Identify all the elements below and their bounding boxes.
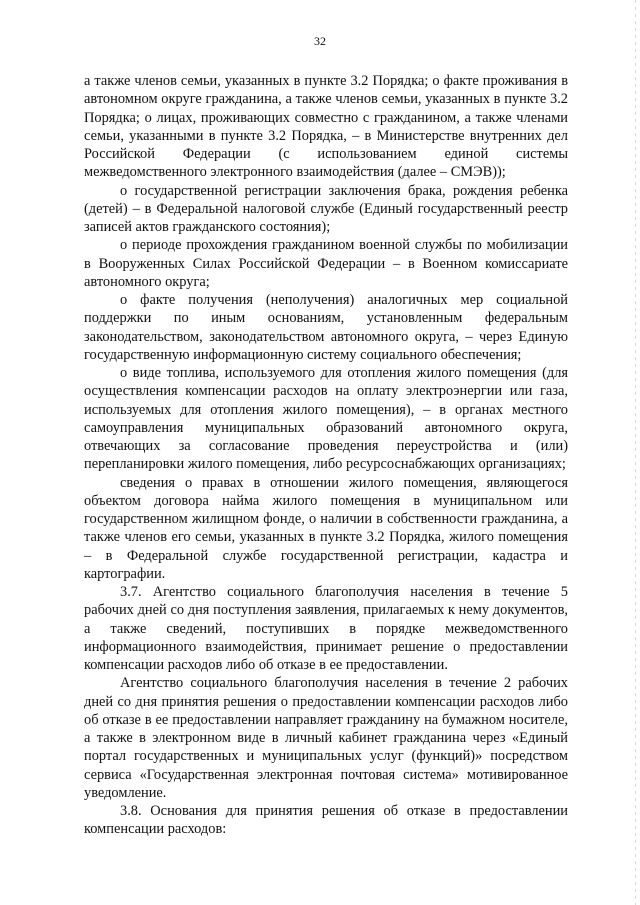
scan-edge-mark xyxy=(635,0,636,905)
paragraph-housing-rights: сведения о правах в отношении жилого помещения, являющегося объектом договора найма жилого помещения в муниципальном или государственном жилищном фонде, о наличии в собственности гражданина, а также членов его семьи, указанных в пункте 3.2 Порядка, жилого помещения – в Федеральной службе государственной регистрации, кадастра и картографии. xyxy=(84,474,568,582)
document-body xyxy=(84,72,568,839)
paragraph-notification: Агентство социального благополучия населения в течение 2 рабочих дней со дня принятия решения о предоставлении компенсации расходов либо об отказе в ее предоставлении направляет гражданину на бумажном носителе, а также в электронном виде в личный кабинет гражданина через «Единый портал государственных и муниципальных услуг (функций)» посредством сервиса «Государственная электронная почтовая система» мотивированное уведомление. xyxy=(84,675,568,801)
paragraph-mvd-info: а также членов семьи, указанных в пункте 3.2 Порядка; о факте проживания в автономном округе гражданина, а также членов семьи, указанных в пункте 3.2 Порядка; о лицах, проживающих совместно с гражданином, а также членами семьи, указанными в пункте 3.2 Порядка, – в Министерстве внутренних дел Российской Федерации (с использованием единой системы межведомственного электронного взаимодействия (далее – СМЭВ)); xyxy=(84,73,568,181)
paragraph-military-service: о периоде прохождения гражданином военной службы по мобилизации в Вооруженных Силах Российской Федерации – в Военном комиссариате автономного округа; xyxy=(84,237,568,290)
paragraph-heating-fuel: о виде топлива, используемого для отопления жилого помещения (для осуществления компенсации расходов на оплату электроэнергии или газа, используемых для отопления жилого помещения), – в органах местного самоуправления муниципальных образований автономного округа, отвечающих за согласование проведения переустройства и (или) перепланировки жилого помещения, либо ресурсоснабжающих организациях; xyxy=(84,365,568,473)
paragraph-social-support: о факте получения (неполучения) аналогичных мер социальной поддержки по иным основаниям, установленным федеральным законодательством, законодательством автономного округа, – через Единую государственную информационную систему социального обеспечения; xyxy=(84,292,568,363)
page-number: 32 xyxy=(314,34,326,48)
paragraph-section-3-7: 3.7. Агентство социального благополучия населения в течение 5 рабочих дней со дня поступления заявления, прилагаемых к нему документов, а также сведений, поступивших в порядке межведомственного информационного взаимодействия, принимает решение о предоставлении компенсации расходов либо об отказе в ее предоставлении. xyxy=(84,584,568,673)
paragraph-marriage-registration: о государственной регистрации заключения брака, рождения ребенка (детей) – в Федеральной налоговой службе (Единый государственный реестр записей актов гражданского состояния); xyxy=(84,182,568,235)
paragraph-section-3-8: 3.8. Основания для принятия решения об отказе в предоставлении компенсации расходов: xyxy=(84,803,568,838)
